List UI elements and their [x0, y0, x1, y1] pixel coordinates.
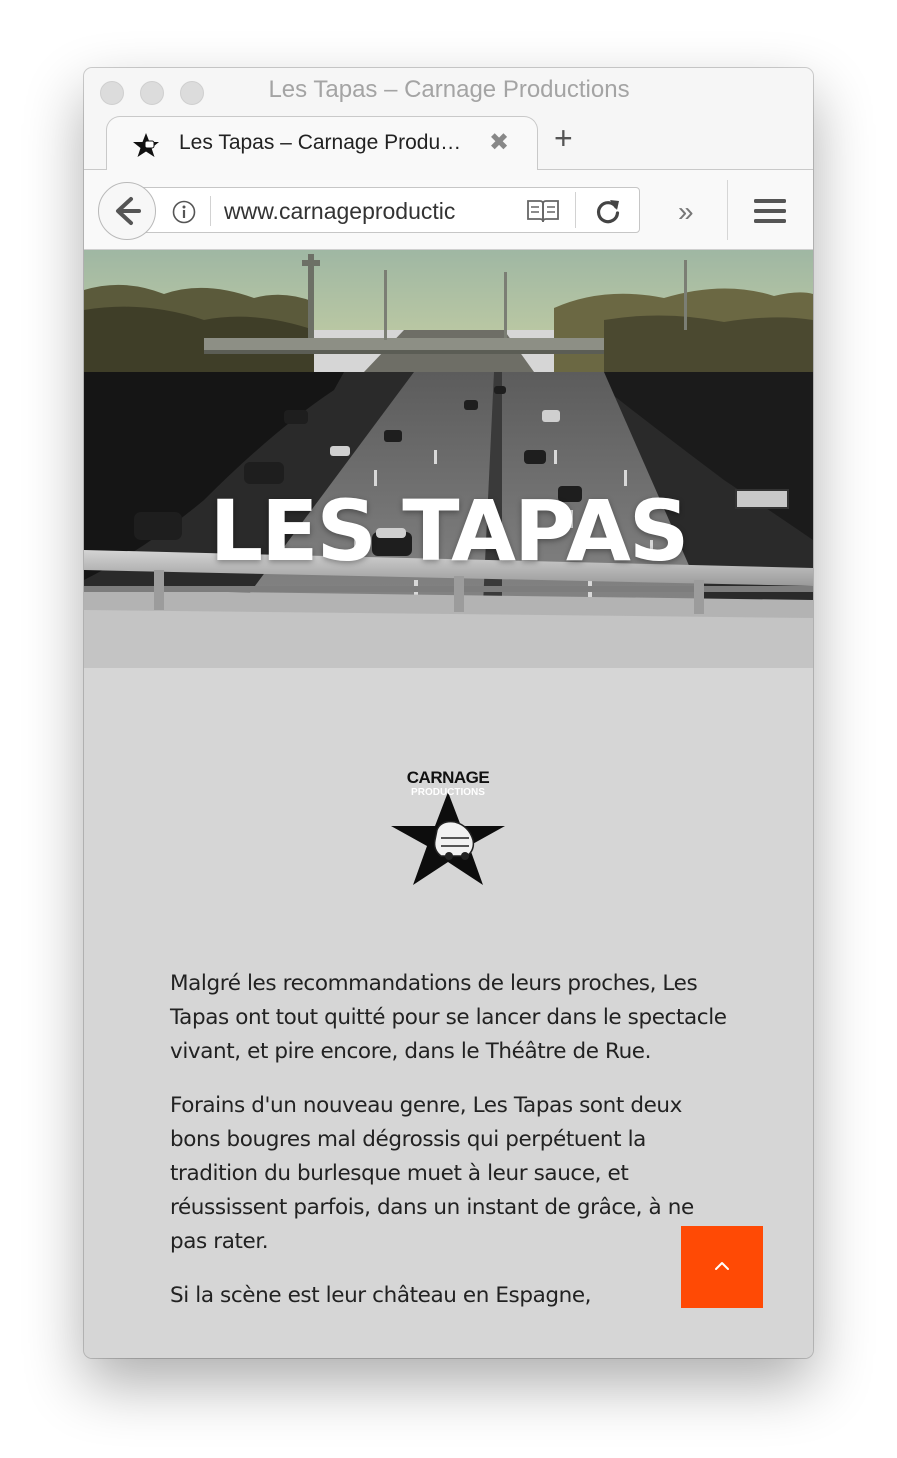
article-body: [170, 967, 730, 1333]
browser-window: [84, 68, 813, 1358]
new-tab-button[interactable]: +: [554, 120, 573, 156]
hero-title: LES TAPAS: [209, 482, 688, 580]
reload-divider: [575, 192, 576, 228]
arrow-left-icon: [99, 183, 155, 239]
star-favicon-icon: [131, 132, 161, 158]
hero-banner: [84, 250, 813, 668]
chevron-up-icon: [714, 1260, 730, 1272]
url-divider: [210, 196, 211, 226]
zoom-window-button[interactable]: [180, 81, 204, 105]
title-bar: [84, 68, 813, 114]
tab-strip: [84, 114, 813, 170]
scroll-to-top-button[interactable]: [681, 1226, 763, 1308]
star-logo-icon: [389, 790, 507, 886]
hamburger-menu-icon[interactable]: [754, 198, 786, 224]
carnage-productions-logo[interactable]: [388, 768, 508, 888]
navigation-bar: [84, 170, 813, 250]
url-text[interactable]: www.carnageproductic: [224, 198, 456, 224]
back-button[interactable]: [98, 182, 156, 240]
highway-hero-image: [84, 250, 813, 668]
reader-view-icon[interactable]: [526, 198, 560, 224]
tab-close-icon[interactable]: ✖: [489, 129, 510, 156]
toolbar-divider: [727, 180, 728, 240]
chevrons-right-icon[interactable]: »: [678, 196, 694, 227]
minimize-window-button[interactable]: [140, 81, 164, 105]
reload-icon[interactable]: [594, 197, 622, 225]
close-window-button[interactable]: [100, 81, 124, 105]
window-title: Les Tapas – Carnage Productions: [268, 76, 630, 103]
page-viewport: [84, 250, 813, 1358]
article-paragraph: Si la scène est leur château en Espagne,: [170, 1283, 592, 1308]
tab-title: Les Tapas – Carnage Produ…: [179, 131, 462, 154]
logo-wordmark: CARNAGE: [406, 768, 490, 787]
logo-subtitle: PRODUCTIONS: [411, 787, 485, 798]
article-paragraph: Malgré les recommandations de leurs proches, Les Tapas ont tout quitté pour se lancer dans le spectacle vivant, et pire encore, dans le Théâtre de Rue.: [170, 971, 727, 1064]
article-paragraph: Forains d'un nouveau genre, Les Tapas sont deux bons bougres mal dégrossis qui perpétuent la tradition du burlesque muet à leur sauce, et réussissent parfois, dans un instant de grâce, à ne pas rater.: [170, 1093, 694, 1254]
tab-les-tapas[interactable]: [106, 116, 538, 170]
info-icon[interactable]: [172, 200, 196, 224]
